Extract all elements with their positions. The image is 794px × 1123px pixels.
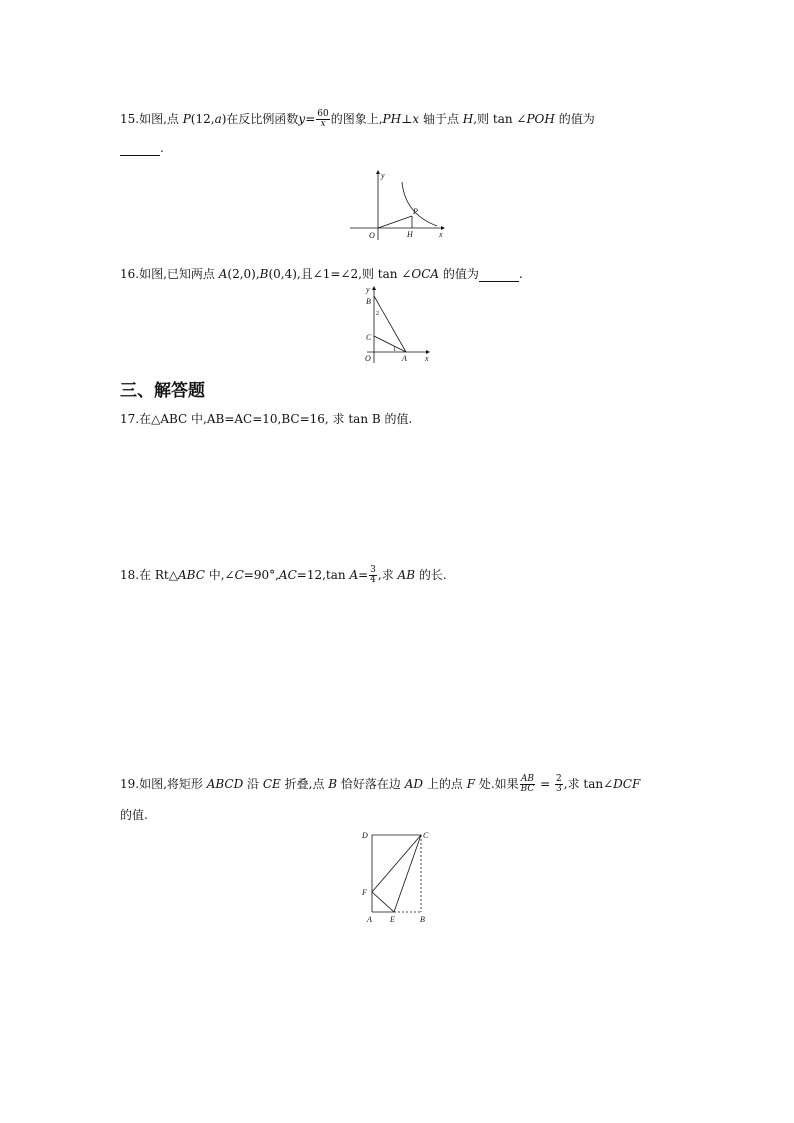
q18-ab: AB: [397, 568, 416, 582]
q15-label-h: H: [407, 230, 413, 239]
q15-y: y: [298, 112, 306, 126]
q19-label-d: D: [362, 831, 368, 840]
q16-label-c: C: [366, 333, 372, 342]
question-18: [120, 566, 447, 585]
q16-b-coord: (0,4),且∠1=∠2,则 tan ∠: [268, 267, 412, 281]
q15-frac-num: 60: [317, 109, 329, 119]
q19-ad: AD: [404, 777, 424, 791]
question-17: [120, 411, 412, 427]
q15-ph: PH: [382, 112, 402, 126]
q15-x: x: [412, 112, 420, 126]
q19-text-6: 处.如果: [475, 777, 519, 791]
q19-frac2-den: 3: [556, 784, 562, 794]
q18-a: A: [349, 568, 359, 582]
q16-a: A: [218, 267, 228, 281]
q15-answer-blank[interactable]: [120, 143, 160, 156]
question-15: [120, 110, 595, 129]
q19-line2-text: 的值.: [120, 808, 148, 822]
q19-frac1-den: BC: [520, 784, 535, 794]
q16-label-a: A: [402, 354, 407, 363]
q19-b: B: [328, 777, 338, 791]
q15-segment-op: [378, 216, 412, 228]
q18-text: 18.在 Rt△: [120, 568, 178, 582]
q19-ce: CE: [262, 777, 281, 791]
q18-tail: 的长.: [415, 568, 447, 582]
q15-text-2: )在反比例函数: [221, 112, 299, 126]
q19-f: F: [466, 777, 476, 791]
q19-figure: [358, 826, 438, 928]
q19-segment-ce: [394, 835, 421, 912]
q15-coord: (12,: [190, 112, 215, 126]
q19-dcf: DCF: [613, 777, 641, 791]
q18-text-3: =90°,: [243, 568, 279, 582]
q18-fraction: [369, 566, 377, 585]
q15-label-x: x: [439, 230, 443, 239]
q15-text-4: 轴于点: [419, 112, 463, 126]
q16-label-y: y: [366, 285, 370, 294]
q15-text-3: 的图象上,: [330, 112, 383, 126]
q19-frac1-num: AB: [520, 774, 535, 784]
q19-fraction-1: [520, 775, 536, 794]
q19-text-2: 沿: [243, 777, 263, 791]
q15-a: a: [214, 112, 222, 126]
q16-a-coord: (2,0),: [227, 267, 260, 281]
q15-frac-den: x: [320, 119, 326, 129]
q16-text: 16.如图,已知两点: [120, 267, 219, 281]
q15-label-o: O: [369, 231, 375, 240]
q16-label-angle-1: 1: [393, 347, 396, 353]
q19-fraction-2: [555, 775, 563, 794]
q18-c: C: [234, 568, 244, 582]
q18-frac-num: 3: [370, 565, 376, 575]
q15-text-5: ,则 tan ∠: [473, 112, 527, 126]
q18-text-5: ,求: [377, 568, 398, 582]
q15-eq: =: [305, 112, 316, 126]
section-title: 三、解答题: [120, 381, 205, 401]
q19-eq: =: [536, 777, 555, 791]
q15-hyperbola: [402, 182, 437, 226]
question-19-line-2: [120, 807, 148, 823]
q16-tail: 的值为: [439, 267, 479, 281]
q19-text-7: ,求 tan∠: [563, 777, 614, 791]
q19-label-f: F: [362, 888, 367, 897]
q18-text-2: 中,∠: [204, 568, 235, 582]
q18-eq: =: [358, 568, 369, 582]
q19-text: 19.如图,将矩形: [120, 777, 207, 791]
q15-end: .: [160, 141, 164, 155]
q15-answer-line: [120, 140, 164, 156]
q16-label-o: O: [365, 354, 371, 363]
q15-h: H: [462, 112, 474, 126]
q16-label-x: x: [425, 354, 429, 363]
q16-end: .: [518, 267, 523, 281]
q15-text: 15.如图,点: [120, 112, 183, 126]
q19-segment-fe: [372, 892, 394, 912]
q15-y-arrow: [376, 170, 380, 174]
q19-label-a: A: [367, 915, 372, 924]
q16-b: B: [259, 267, 269, 281]
q16-label-angle-2: 2: [376, 311, 379, 317]
q15-label-p: P: [413, 207, 418, 216]
q19-text-4: 恰好落在边: [337, 777, 405, 791]
q19-label-e: E: [390, 915, 395, 924]
q19-label-c: C: [423, 831, 429, 840]
q19-text-5: 上的点: [423, 777, 467, 791]
q15-point-p: P: [182, 112, 191, 126]
q18-abc: ABC: [178, 568, 205, 582]
q19-label-b: B: [420, 915, 425, 924]
q17-text: 17.在△ABC 中,AB=AC=10,BC=16, 求 tan B 的值.: [120, 412, 413, 426]
q16-oca: OCA: [411, 267, 440, 281]
q18-text-4: =12,tan: [296, 568, 350, 582]
q16-figure: [362, 284, 434, 366]
q18-ac: AC: [278, 568, 297, 582]
q16-y-arrow: [372, 286, 376, 290]
q15-tail: 的值为: [554, 112, 595, 126]
question-19: [120, 775, 640, 794]
q15-perp: ⊥: [401, 112, 413, 126]
q19-segment-cf: [372, 835, 421, 892]
q19-frac2-num: 2: [556, 774, 562, 784]
q16-label-b: B: [366, 297, 371, 306]
q15-label-y: y: [381, 171, 385, 180]
q19-abcd: ABCD: [206, 777, 244, 791]
q15-poh: POH: [526, 112, 555, 126]
question-16: [120, 266, 523, 282]
q15-fraction: [316, 110, 329, 129]
q16-answer-blank[interactable]: [479, 269, 519, 282]
q19-text-3: 折叠,点: [280, 777, 329, 791]
q18-frac-den: 4: [370, 575, 376, 585]
q15-figure: [345, 168, 450, 243]
